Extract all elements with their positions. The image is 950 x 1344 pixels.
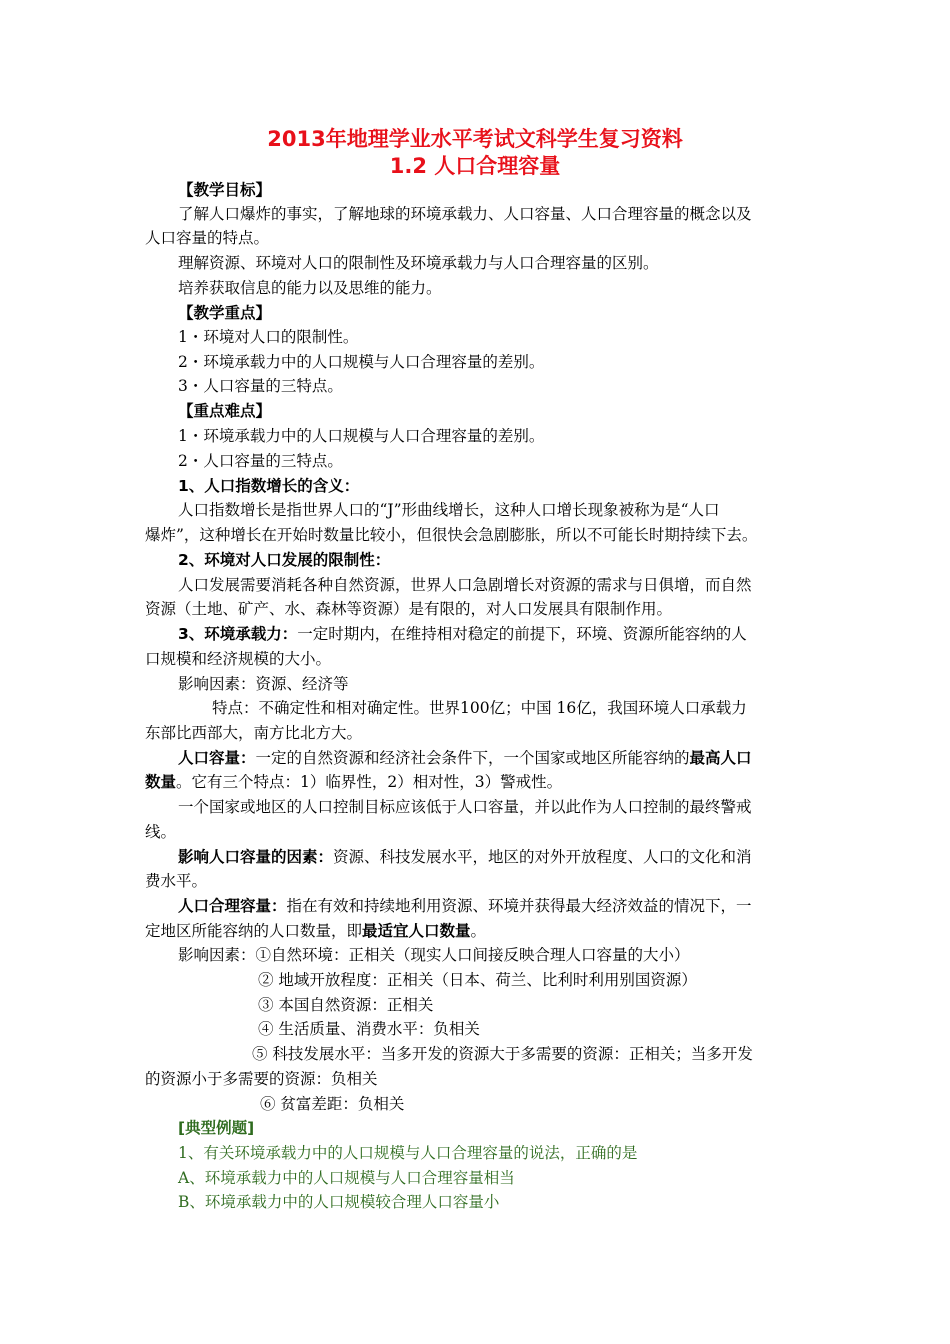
section-3-features-line-2: 东部比西部大，南方比北方大。	[145, 724, 363, 742]
reasonable-factor-1: 影响因素：①自然环境：正相关（现实人口间接反映合理人口容量的大小）	[178, 946, 690, 964]
example-heading: [典型例题]	[178, 1119, 255, 1137]
example-option-a: A、环境承载力中的人口规模与人口合理容量相当	[178, 1169, 515, 1187]
key-point-3: 3・人口容量的三特点。	[178, 377, 343, 395]
capacity-target-line-1: 一个国家或地区的人口控制目标应该低于人口容量，并以此作为人口控制的最终警戒	[178, 798, 752, 816]
capacity-target-line-2: 线。	[145, 823, 177, 841]
example-option-b: B、环境承载力中的人口规模较合理人口容量小	[178, 1193, 500, 1211]
influence-line-1: 影响人口容量的因素：资源、科技发展水平，地区的对外开放程度、人口的文化和消	[178, 848, 752, 866]
goal-1-line-2: 人口容量的特点。	[145, 229, 270, 247]
capacity-line-2: 数量。它有三个特点：1）临界性，2）相对性，3）警戒性。	[145, 773, 563, 791]
goal-2: 理解资源、环境对人口的限制性及环境承载力与人口合理容量的区别。	[178, 254, 659, 272]
section-3-line-1: 3、环境承载力：一定时期内，在维持相对稳定的前提下，环境、资源所能容纳的人	[178, 625, 747, 643]
key-heading: 【教学重点】	[178, 304, 272, 322]
difficult-point-1: 1・环境承载力中的人口规模与人口合理容量的差别。	[178, 427, 545, 445]
section-2-heading: 2、环境对人口发展的限制性：	[178, 551, 391, 569]
goal-1-line-1: 了解人口爆炸的事实，了解地球的环境承载力、人口容量、人口合理容量的概念以及	[178, 205, 752, 223]
section-3-features-line-1: 特点：不确定性和相对确定性。世界100亿；中国 16亿，我国环境人口承载力	[212, 699, 747, 717]
reasonable-capacity-line-1: 人口合理容量：指在有效和持续地利用资源、环境并获得最大经济效益的情况下，一	[178, 897, 752, 915]
reasonable-capacity-line-2: 定地区所能容纳的人口数量，即最适宜人口数量。	[145, 922, 487, 940]
reasonable-factor-4: ④ 生活质量、消费水平：负相关	[258, 1020, 480, 1038]
influence-line-2: 费水平。	[145, 872, 208, 890]
section-3-factors: 影响因素：资源、经济等	[178, 675, 349, 693]
section-1-line-1: 人口指数增长是指世界人口的“J”形曲线增长，这种人口增长现象被称为是“人口	[178, 501, 720, 519]
reasonable-capacity-heading: 人口合理容量：	[178, 897, 287, 915]
section-1-line-2: 爆炸”，这种增长在开始时数量比较小，但很快会急剧膨胀，所以不可能长时期持续下去。	[145, 526, 758, 544]
section-1-heading: 1、人口指数增长的含义：	[178, 477, 360, 495]
key-point-1: 1・环境对人口的限制性。	[178, 328, 359, 346]
document-subtitle: 1.2 人口合理容量	[389, 154, 561, 178]
reasonable-factor-5-line-2: 的资源小于多需要的资源：负相关	[145, 1070, 378, 1088]
reasonable-factor-2: ② 地域开放程度：正相关（日本、荷兰、比利时利用别国资源）	[258, 971, 697, 989]
reasonable-factor-5-line-1: ⑤ 科技发展水平：当多开发的资源大于多需要的资源：正相关；当多开发	[252, 1045, 753, 1063]
section-2-line-2: 资源（土地、矿产、水、森林等资源）是有限的，对人口发展具有限制作用。	[145, 600, 673, 618]
section-3-line-2: 口规模和经济规模的大小。	[145, 650, 332, 668]
section-3-heading: 3、环境承载力：	[178, 625, 298, 643]
difficult-heading: 【重点难点】	[178, 402, 272, 420]
goal-3: 培养获取信息的能力以及思维的能力。	[178, 279, 442, 297]
reasonable-factor-6: ⑥ 贫富差距：负相关	[260, 1095, 405, 1113]
capacity-line-1: 人口容量：一定的自然资源和经济社会条件下，一个国家或地区所能容纳的最高人口	[178, 749, 752, 767]
goals-heading: 【教学目标】	[178, 181, 272, 199]
document-title: 2013年地理学业水平考试文科学生复习资料	[267, 127, 683, 151]
capacity-heading: 人口容量：	[178, 749, 256, 767]
influence-heading: 影响人口容量的因素：	[178, 848, 334, 866]
reasonable-factor-3: ③ 本国自然资源：正相关	[258, 996, 434, 1014]
section-2-line-1: 人口发展需要消耗各种自然资源，世界人口急剧增长对资源的需求与日俱增，而自然	[178, 576, 752, 594]
difficult-point-2: 2・人口容量的三特点。	[178, 452, 343, 470]
example-question-1: 1、有关环境承载力中的人口规模与人口合理容量的说法，正确的是	[178, 1144, 638, 1162]
key-point-2: 2・环境承载力中的人口规模与人口合理容量的差别。	[178, 353, 545, 371]
